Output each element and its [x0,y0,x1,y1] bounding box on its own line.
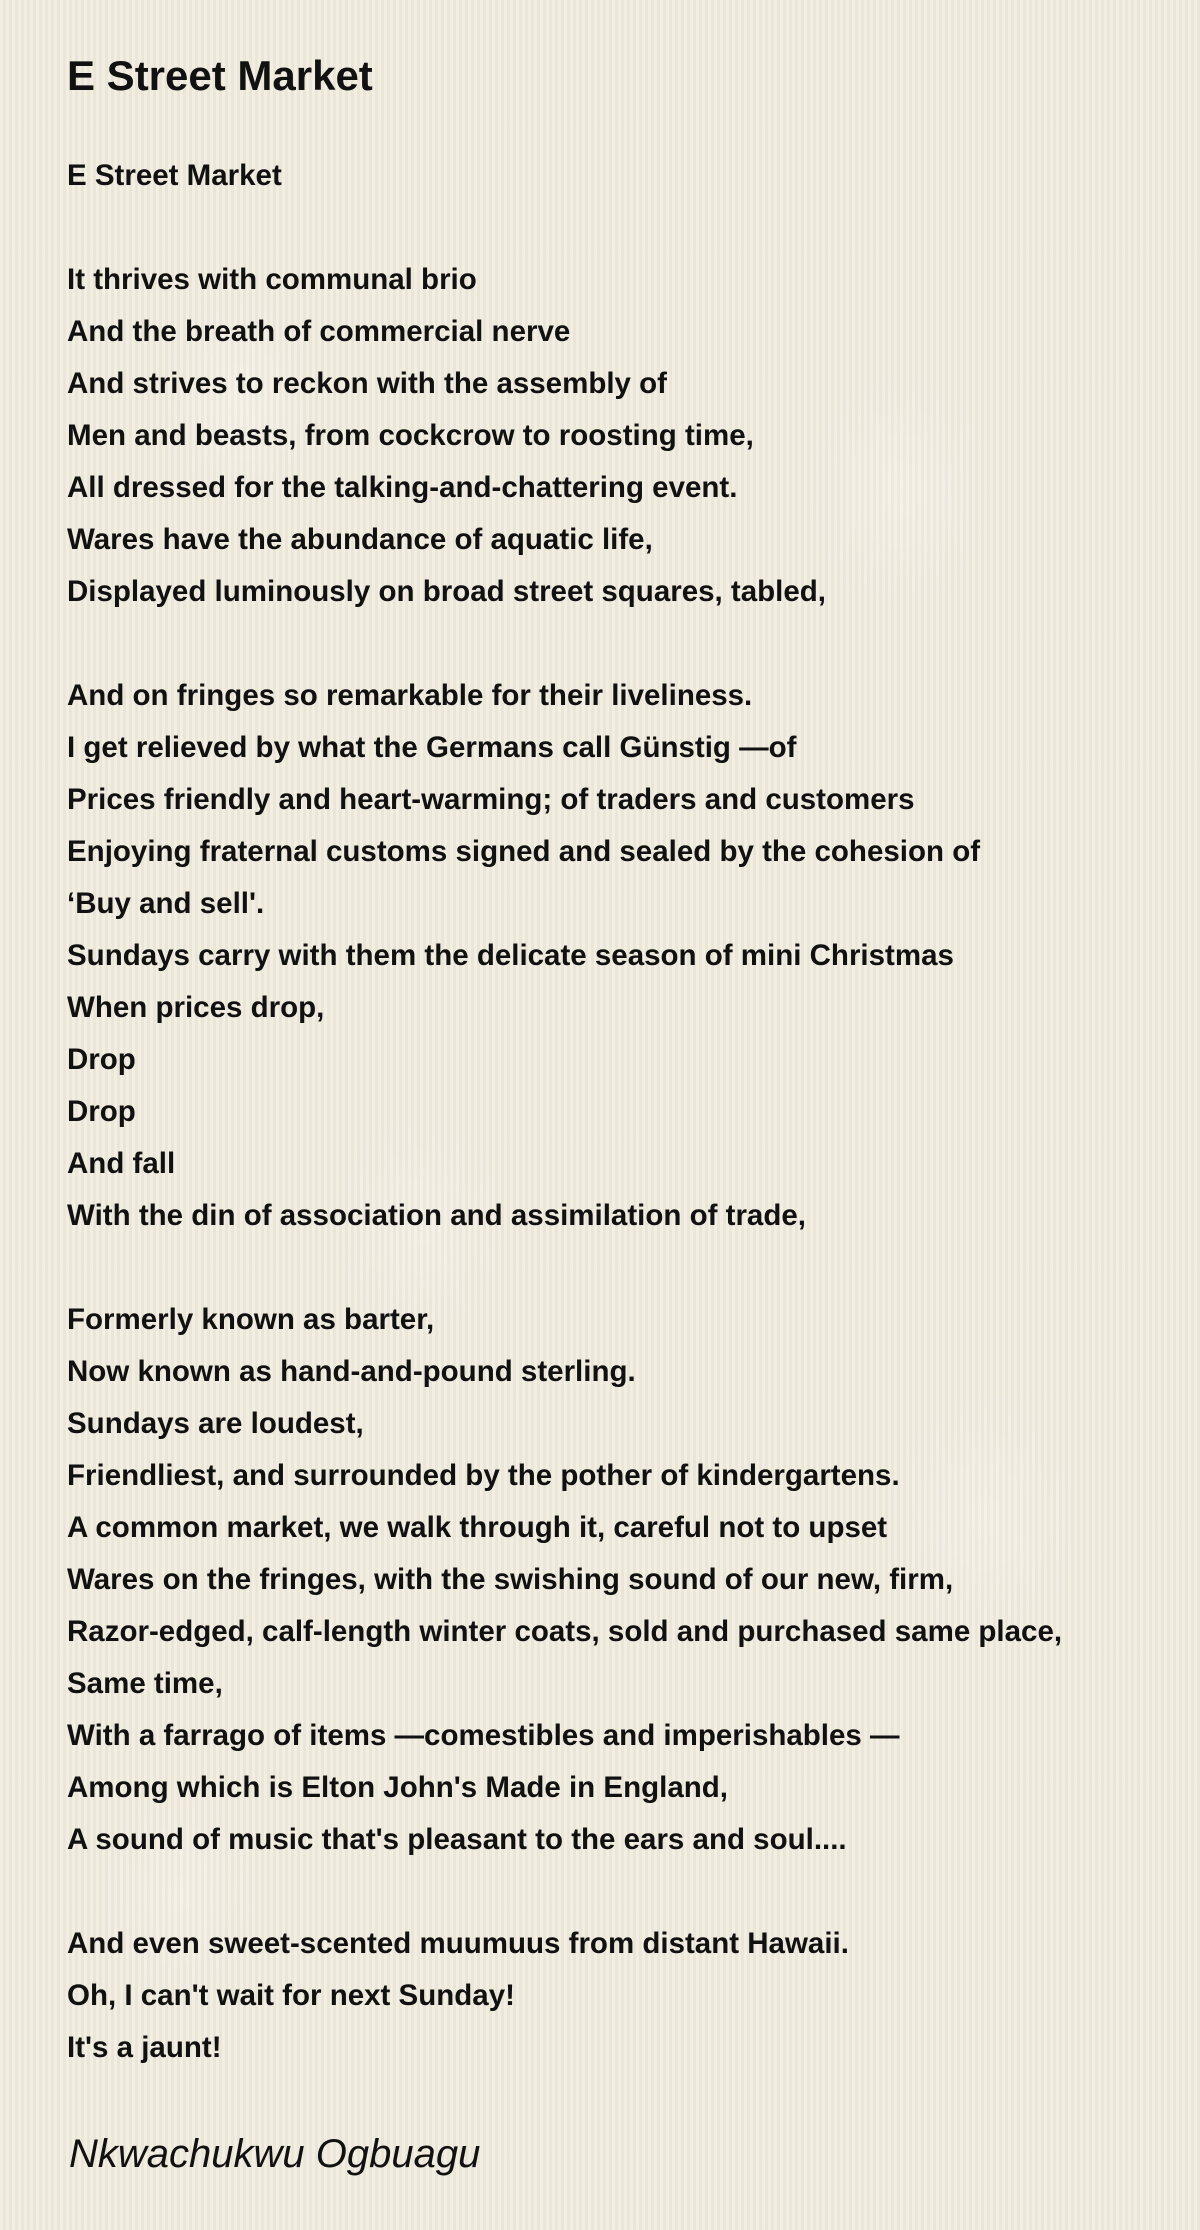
stanza-break [67,618,1177,670]
poem-line: A common market, we walk through it, careful not to upset [67,1511,888,1544]
poem-line: And strives to reckon with the assembly of [67,367,667,400]
poem-line: It thrives with communal brio [67,263,477,296]
poem-line: E Street Market [67,159,282,192]
poem-line: Men and beasts, from cockcrow to roosting time, [67,419,754,452]
poem-line: When prices drop, [67,991,325,1024]
poem-line: Sundays carry with them the delicate season of mini Christmas [67,939,954,972]
poem-line: Wares have the abundance of aquatic life, [67,523,653,556]
poem-line: Enjoying fraternal customs signed and sealed by the cohesion of [67,835,981,868]
poem-line: A sound of music that's pleasant to the ears and soul.... [67,1823,847,1856]
author-signature: Nkwachukwu Ogbuagu [69,2132,481,2176]
poem-line: Displayed luminously on broad street squares, tabled, [67,575,826,608]
poem-line: Sundays are loudest, [67,1407,364,1440]
poem-line: Formerly known as barter, [67,1303,435,1336]
poem-line: And the breath of commercial nerve [67,315,571,348]
poem-line: Among which is Elton John's Made in England, [67,1771,728,1804]
stanza-break [67,202,1177,254]
poem-line: Razor-edged, calf-length winter coats, sold and purchased same place, [67,1615,1063,1648]
poem-line: ‘Buy and sell'. [67,887,265,920]
poem-line: With a farrago of items —comestibles and imperishables — [67,1719,900,1752]
poem-body [67,150,1177,2074]
poem-line: Wares on the fringes, with the swishing sound of our new, firm, [67,1563,954,1596]
poem-line: Drop [67,1043,136,1076]
poem-line: Same time, [67,1667,223,1700]
poem-line: Drop [67,1095,136,1128]
poem-line: Now known as hand-and-pound sterling. [67,1355,636,1388]
poem-line: And even sweet-scented muumuus from distant Hawaii. [67,1927,849,1960]
poem-line: And on fringes so remarkable for their liveliness. [67,679,753,712]
stanza-break [67,1866,1177,1918]
poem-line: Oh, I can't wait for next Sunday! [67,1979,515,2012]
poem-line: Friendliest, and surrounded by the pother of kindergartens. [67,1459,900,1492]
poem-line: And fall [67,1147,176,1180]
poem-line: All dressed for the talking-and-chattering event. [67,471,738,504]
page-title: E Street Market [67,52,373,99]
poem-line: Prices friendly and heart-warming; of traders and customers [67,783,915,816]
poem-line: With the din of association and assimilation of trade, [67,1199,806,1232]
poem-line: It's a jaunt! [67,2031,222,2064]
poem-line: I get relieved by what the Germans call Günstig —of [67,731,797,764]
stanza-break [67,1242,1177,1294]
